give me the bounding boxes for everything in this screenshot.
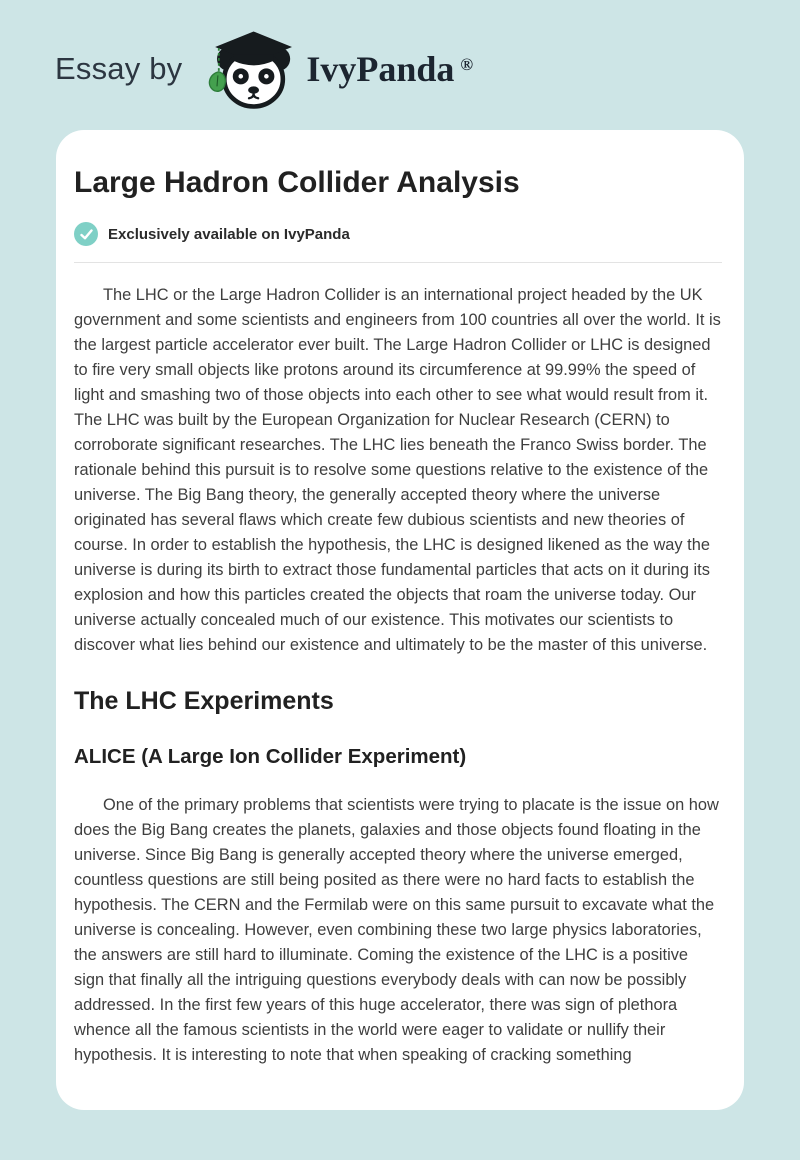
header-essay-by-label: Essay by	[55, 51, 183, 86]
check-icon	[74, 222, 98, 246]
essay-paragraph-alice: One of the primary problems that scientists were trying to placate is the issue on how does the Big Bang creates the planets, galaxies and those objects found floating in the universe. Since Big Bang is generally accepted theory where the universe emerged, countless questions are still being posited as there were no hard facts to establish the hypothesis. The CERN and the Fermilab were on this same pursuit to excavate what the universe is concealing. However, even combining these two large physics laboratories, the answers are still hard to illuminate. Coming the existence of the LHC is a positive sign that finally all the intriguing questions everybody deals with can now be possibly addressed. In the first few years of this huge accelerator, there was sign of plethora whence all the famous scientists in the world were eager to validate or nullify their hypothesis. It is interesting to note that when speaking of cracking something	[74, 796, 719, 1064]
subsection-heading-alice: ALICE (A Large Ion Collider Experiment)	[74, 745, 467, 768]
availability-badge-label: Exclusively available on IvyPanda	[108, 225, 350, 243]
ivypanda-logo[interactable]	[198, 26, 473, 112]
availability-badge	[74, 222, 722, 246]
divider	[74, 262, 722, 263]
brand-name: IvyPanda	[306, 49, 455, 89]
registered-trademark-symbol: ®	[460, 55, 474, 74]
essay-paragraph-intro: The LHC or the Large Hadron Collider is an international project headed by the UK government and some scientists and engineers from 100 countries all over the world. It is the largest particle accelerator ever built. The Large Hadron Collider or LHC is designed to fire very small objects like protons around its circumference at 99.99% the speed of light and smashing two of those objects into each other to see what would result from it. The LHC was built by the European Organization for Nuclear Research (CERN) to corroborate significant researches. The LHC lies beneath the Franco Swiss border. The rationale behind this pursuit is to resolve some questions relative to the existence of the universe. The Big Bang theory, the generally accepted theory where the universe originated has several flaws which create few dubious scientists and new theories of course. In order to establish the hypothesis, the LHC is designed likened as the way the universe is during its birth to extract those fundamental particles that acts on it during its explosion and how this particles created the objects that roam the universe today. Our universe actually concealed much of our existence. This motivates our scientists to discover what lies behind our existence and ultimately to be the master of this universe.	[74, 286, 721, 654]
panda-graduate-icon	[198, 26, 300, 112]
essay-title: Large Hadron Collider Analysis	[74, 166, 520, 199]
essay-card	[56, 130, 744, 1110]
site-header	[0, 0, 800, 112]
section-heading-lhc-experiments: The LHC Experiments	[74, 687, 334, 715]
